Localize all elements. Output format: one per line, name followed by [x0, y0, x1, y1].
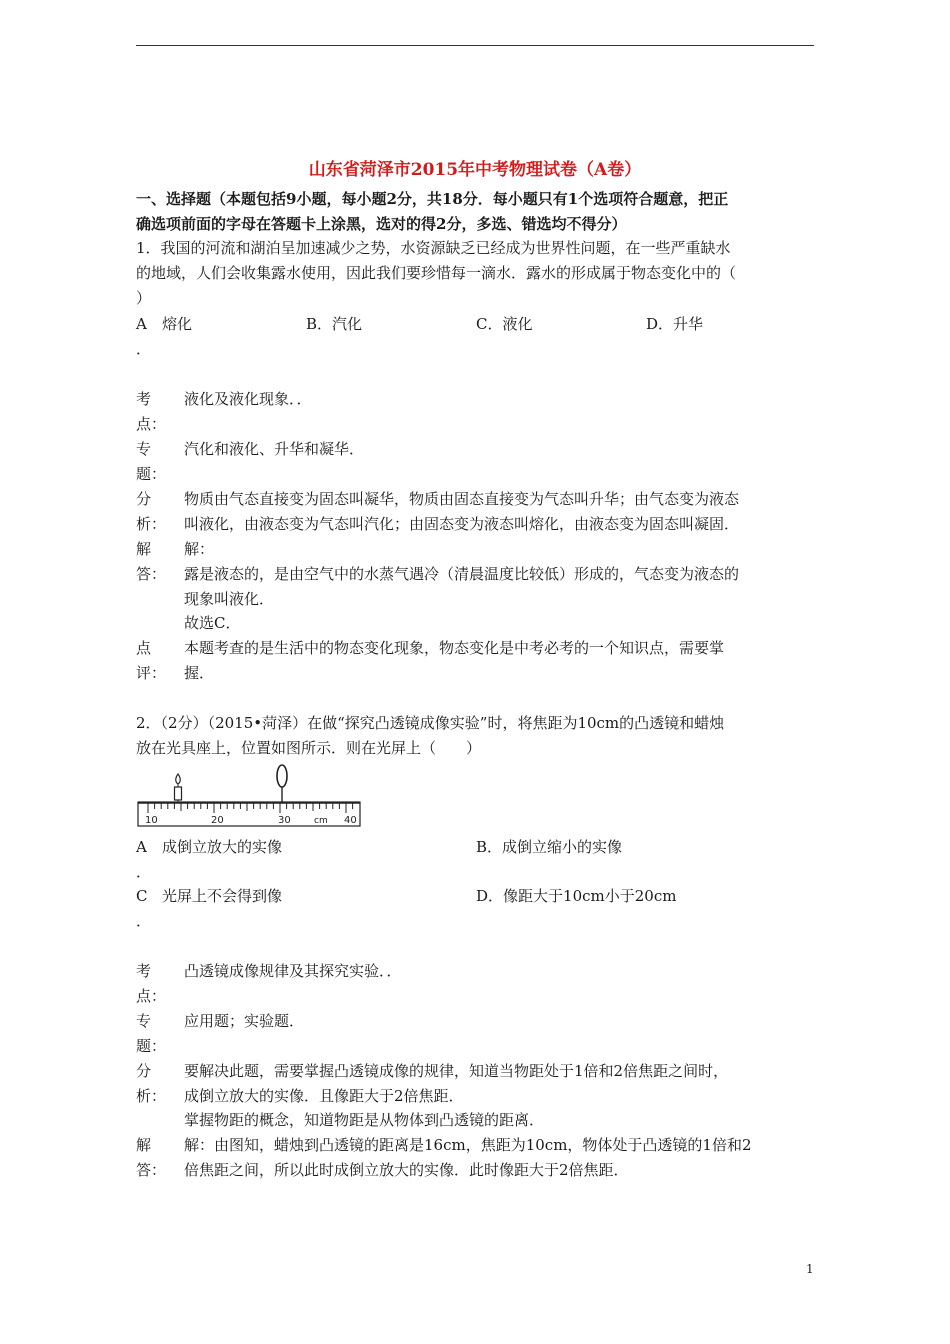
q2-stem-line2: 放在光具座上，位置如图所示．则在光屏上（ ）	[136, 739, 482, 757]
convex-lens-icon	[277, 765, 287, 802]
q1-fenxi-line2: 叫液化，由液态变为气态叫汽化；由固态变为液态叫熔化，由液态变为固态叫凝固．	[184, 515, 740, 533]
q2-option-d: D．像距大于10cm小于20cm	[476, 887, 677, 905]
q2-jieda-label2: 答：	[136, 1161, 167, 1179]
q1-stem-line2: 的地域，人们会收集露水使用，因此我们要珍惜每一滴水．露水的形成属于物态变化中的（	[136, 264, 737, 282]
q1-zhuanti-label1: 专	[136, 440, 152, 458]
q2-jieda-line1: 解：由图知，蜡烛到凸透镜的距离是16cm，焦距为10cm，物体处于凸透镜的1倍和2	[184, 1136, 752, 1154]
q2-option-b: B．成倒立缩小的实像	[476, 838, 623, 856]
q1-dianping-line1: 本题考查的是生活中的物态变化现象，物态变化是中考必考的一个知识点，需要掌	[184, 639, 725, 657]
q2-zhuanti: 应用题；实验题．	[184, 1012, 305, 1030]
q2-kaodian: 凸透镜成像规律及其探究实验．．	[184, 962, 402, 980]
page-number: 1	[806, 1262, 814, 1276]
q2-fenxi-line3: 掌握物距的概念，知道物距是从物体到凸透镜的距离．	[184, 1111, 545, 1129]
q1-option-a-dot: ．	[136, 340, 152, 358]
q2-option-a-letter: A	[136, 838, 147, 856]
ruler-bench	[138, 802, 360, 826]
q2-jieda-line2: 倍焦距之间，所以此时成倒立放大的实像．此时像距大于2倍焦距．	[184, 1161, 629, 1179]
section-heading-line2: 确选项前面的字母在答题卡上涂黑，选对的得2分，多选、错选均不得分）	[136, 215, 627, 233]
q2-fenxi-label1: 分	[136, 1062, 152, 1080]
header-rule	[136, 45, 814, 46]
q1-option-a: 熔化	[162, 315, 193, 333]
q1-jieda-line3: 现象叫液化．	[184, 590, 275, 608]
page-title: 山东省菏泽市2015年中考物理试卷（A卷）	[308, 160, 642, 180]
q2-kaodian-label2: 点：	[136, 987, 167, 1005]
tick-label-cm: cm	[314, 816, 328, 826]
q1-option-b: B．汽化	[306, 315, 363, 333]
tick-label-10: 10	[145, 815, 158, 826]
q2-fenxi-label2: 析：	[136, 1087, 167, 1105]
q1-dianping-label2: 评：	[136, 664, 167, 682]
q2-option-c-letter: C	[136, 887, 148, 905]
q1-jieda-label1: 解	[136, 540, 152, 558]
q1-stem-line1: 1．我国的河流和湖泊呈加速减少之势，水资源缺乏已经成为世界性问题，在一些严重缺水	[136, 239, 731, 257]
section-heading-line1: 一、选择题（本题包括9小题，每小题2分，共18分．每小题只有1个选项符合题意，把正	[136, 190, 729, 208]
q1-jieda-label2: 答：	[136, 565, 167, 583]
q1-jieda-line2: 露是液态的，是由空气中的水蒸气遇冷（清晨温度比较低）形成的，气态变为液态的	[184, 565, 740, 583]
q1-stem-line3: ）	[136, 289, 152, 307]
q1-kaodian: 液化及液化现象．．	[184, 390, 312, 408]
q2-zhuanti-label1: 专	[136, 1012, 152, 1030]
q2-option-c-dot: ．	[136, 912, 152, 930]
tick-label-40: 40	[344, 815, 357, 826]
q2-option-c: 光屏上不会得到像	[162, 887, 283, 905]
q1-option-c: C．液化	[476, 315, 533, 333]
q2-option-a: 成倒立放大的实像	[162, 838, 283, 856]
q1-dianping-line2: 握．	[184, 664, 215, 682]
candle-icon	[175, 774, 182, 802]
q1-fenxi-label2: 析：	[136, 515, 167, 533]
q2-fenxi-line2: 成倒立放大的实像．且像距大于2倍焦距．	[184, 1087, 464, 1105]
tick-label-30: 30	[278, 815, 291, 826]
q2-zhuanti-label2: 题：	[136, 1037, 167, 1055]
q1-fenxi-line1: 物质由气态直接变为固态叫凝华，物质由固态直接变为气态叫升华；由气态变为液态	[184, 490, 740, 508]
q1-fenxi-label1: 分	[136, 490, 152, 508]
q1-zhuanti: 汽化和液化、升华和凝华．	[184, 440, 365, 458]
q1-zhuanti-label2: 题：	[136, 465, 167, 483]
optical-bench-figure	[136, 762, 366, 830]
q2-jieda-label1: 解	[136, 1136, 152, 1154]
q1-jieda-line4: 故选C．	[184, 614, 241, 632]
q2-option-a-dot: ．	[136, 863, 152, 881]
q2-kaodian-label1: 考	[136, 962, 152, 980]
q1-jieda-line1: 解：	[184, 540, 215, 558]
q1-kaodian-label1: 考	[136, 390, 152, 408]
q2-stem-line1: 2．（2分）（2015•菏泽）在做“探究凸透镜成像实验”时，将焦距为10cm的凸透镜和蜡烛	[136, 714, 725, 732]
q1-kaodian-label2: 点：	[136, 415, 167, 433]
q1-option-d: D．升华	[646, 315, 704, 333]
tick-label-20: 20	[211, 815, 224, 826]
q1-option-a-letter: A	[136, 315, 147, 333]
q2-fenxi-line1: 要解决此题，需要掌握凸透镜成像的规律，知道当物距处于1倍和2倍焦距之间时，	[184, 1062, 729, 1080]
q1-dianping-label1: 点	[136, 639, 152, 657]
